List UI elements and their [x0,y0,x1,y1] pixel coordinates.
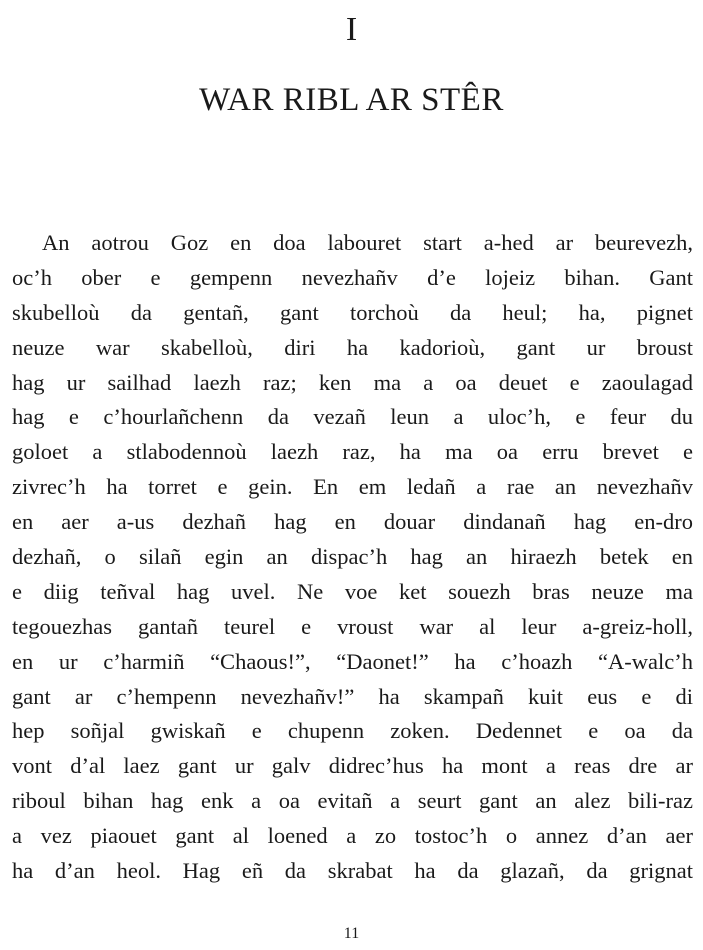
text-line: hag ur sailhad laezh raz; ken ma a oa deuet e zaoulagad [12,369,693,395]
body-text [12,226,693,889]
text-line: ha d’an heol. Hag eñ da skrabat ha da glazañ, da grignat [12,858,693,884]
text-line: oc’h ober e gempenn nevezhañv d’e lojeiz bihan. Gant [12,264,693,290]
text-line: neuze war skabelloù, diri ha kadorioù, gant ur broust [12,334,693,360]
text-line: hep soñjal gwiskañ e chupenn zoken. Dedennet e oa da [12,718,693,744]
text-line: hag e c’hourlañchenn da vezañ leun a uloc’h, e feur du [12,404,693,430]
text-line: goloet a stlabodennoù laezh raz, ha ma oa erru brevet e [12,439,693,465]
text-line: a vez piaouet gant al loened a zo tostoc’h o annez d’an aer [12,823,693,849]
text-line: riboul bihan hag enk a oa evitañ a seurt gant an alez bili-raz [12,788,693,814]
text-line: An aotrou Goz en doa labouret start a-hed ar beurevezh, [42,230,693,255]
chapter-title: WAR RIBL AR STÊR [199,82,504,118]
text-line: en ur c’harmiñ “Chaous!”, “Daonet!” ha c’hoazh “A-walc’h [12,648,693,674]
text-line: gant ar c’hempenn nevezhañv!” ha skampañ kuit eus e di [12,683,693,709]
text-line: e diig teñval hag uvel. Ne voe ket souezh bras neuze ma [12,578,693,604]
text-line: vont d’al laez gant ur galv didrec’hus ha mont a reas dre ar [12,753,693,779]
text-line: zivrec’h ha torret e gein. En em ledañ a rae an nevezhañv [12,474,693,500]
text-line: tegouezhas gantañ teurel e vroust war al leur a-greiz-holl, [12,613,693,639]
text-line: en aer a-us dezhañ hag en douar dindanañ hag en-dro [12,509,693,535]
chapter-number: I [345,11,358,48]
page-number: 11 [343,925,360,942]
text-line: dezhañ, o silañ egin an dispac’h hag an hiraezh betek en [12,544,693,570]
text-line: skubelloù da gentañ, gant torchoù da heul; ha, pignet [12,299,693,325]
